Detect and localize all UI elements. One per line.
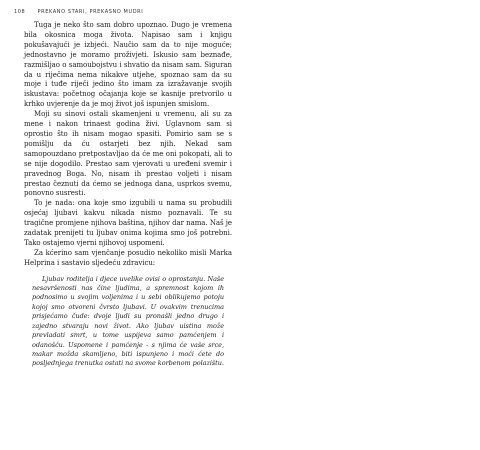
paragraph: Moji su sinovi ostali skamenjeni u vremenu, ali su za mene i nakon trinaest godina živi. Uglavnom sam si oprostio što ih nisam mogao spasiti. Pomirio sam se s pomišlju da ću ostarjeti bez njih. Nekad sam samopouzdano pretpostavljao da će me oni pokopati, ali to se nije dogodilo. Prestao sam vjerovati u uređeni svemir i pravednog Boga. No, nisam ih prestao voljeti i nisam prestao čeznuti da ćemo se jednoga dana, usprkos svemu, ponovno susresti. — [24, 110, 232, 198]
paragraph: Za kćerino sam vjenčanje posudio nekoliko misli Marka Helprina i sastavio sljedeću zdravicu: — [24, 248, 232, 267]
page-number: 108 — [14, 9, 26, 15]
quote-paragraph: Ljubav roditelja i djece uvelike ovisi o oprostanju. Naše nesavršenosti nas čine ljudima, a spremnost kojom ih podnosimo u svojim voljenima i u sebi oblikujemo potoju kojoj smo otvoreni čvrsto ljubavi. U ovakvim trenucima prisjećamo čude: dvoje ljudi su pronašli jedno drugo i zajedno stvaraju novi život. Ako ljubav uistina može prevladati smrt, u tome uspijeva samo pamćenjem i odanošću. Uspomene i pamćenje - s njima će vaše srce, makar možda skamljeno, biti ispunjeno i moći ćete do posljednjega trenutka ostati na svome korbenom polazištu. — [32, 274, 224, 368]
block-quote — [32, 275, 224, 369]
running-head — [14, 9, 234, 15]
left-body-text — [24, 21, 232, 369]
running-head-title: PREKANO STARI, PREKASNO MUDRI — [37, 9, 144, 15]
paragraph: Tuga je neko što sam dobro upoznao. Dugo je vremena bila okosnica moga života. Napisao sam i knjigu pokušavajući je izbjeći. Naučio sam da to nije moguće; jednostavno je moramo proživjeti. Iskusio sam beznađe, razmišljao o samoubojstvu i shvatio da nisam sam. Siguran da u riječima nema nikakve utjehe, spoznao sam da su moje i tuđe riječi jedino što imam za izražavanje svojih iskustava: početnog očajanja koje se kasnije pretvorilo u krhko uvjerenje da je moj život još ispunjen smislom. — [24, 21, 232, 109]
right-page — [240, 0, 480, 450]
paragraph: To je nada: ona koje smo izgubili u nama su probudili osjećaj ljubavi kakvu nikada nismo poznavali. Te su tragične promjene njihova baština, njihov dar nama. Naš je zadatak prenijeti tu ljubav onima kojima smo još potrebni. Tako ostajemo vjerni njihovoj uspomeni. — [24, 199, 232, 247]
